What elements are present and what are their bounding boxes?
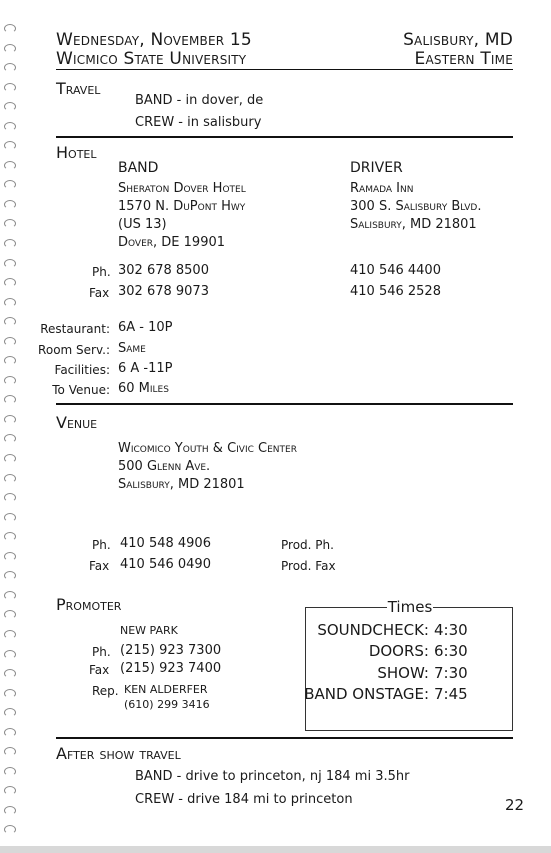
binding-ring [4,317,16,326]
after-show-band: BAND - drive to princeton, nj 184 mi 3.5hr [135,769,410,784]
travel-band: BAND - in dover, de [135,93,264,108]
hotel-fax-label: Fax [89,286,110,300]
hotel-driver-fax: 410 546 2528 [350,284,441,299]
binding-ring [4,278,16,287]
venue-heading: Venue [56,413,98,432]
to-venue-distance: 60 Miles [118,381,169,396]
binding-ring [4,161,16,170]
facilities-hours: 6 A -11P [118,361,173,376]
venue-address-line: Salisbury, MD 21801 [118,477,245,492]
soundcheck-label: SOUNDCHECK: [317,621,429,639]
room-service-hours: Same [118,341,146,356]
binding-ring [4,806,16,815]
after-show-heading: After show travel [56,744,181,763]
show-label: SHOW: [377,664,429,682]
binding-ring [4,767,16,776]
doors-time: 6:30 [434,642,468,660]
binding-ring [4,337,16,346]
promoter-rule [56,737,513,739]
promoter-rep-name: KEN ALDERFER [124,683,208,696]
binding-ring [4,376,16,385]
binding-ring [4,610,16,619]
to-venue-label: To Venue: [52,383,110,397]
binding-ring [4,44,16,53]
binding-ring [4,63,16,72]
travel-rule [56,136,513,138]
binding-ring [4,141,16,150]
promoter-fax-label: Fax [89,663,110,677]
header-rule [56,69,513,70]
binding-ring [4,650,16,659]
page-number: 22 [505,796,525,814]
times-box-top-right [433,607,513,608]
binding-ring [4,474,16,483]
soundcheck-time: 4:30 [434,621,468,639]
hotel-band-title: BAND [118,160,159,176]
room-service-label: Room Serv.: [38,343,110,357]
header-city: Salisbury, MD [403,30,513,50]
binding-ring [4,552,16,561]
promoter-phone: (215) 923 7300 [120,643,222,658]
hotel-band-line: 1570 N. DuPont Hwy [118,199,246,214]
binding-ring [4,395,16,404]
venue-fax-label: Fax [89,559,110,573]
page-bottom-edge [0,846,551,853]
binding-ring [4,708,16,717]
venue-address-line: 500 Glenn Ave. [118,459,211,474]
hotel-heading: Hotel [56,143,97,162]
hotel-band-line: Sheraton Dover Hotel [118,181,246,196]
venue-phone-label: Ph. [92,538,111,552]
binding-ring [4,513,16,522]
hotel-band-line: (US 13) [118,217,167,232]
binding-ring [4,200,16,209]
binding-ring [4,669,16,678]
promoter-name: NEW PARK [120,624,178,637]
travel-heading: Travel [56,79,101,98]
restaurant-label: Restaurant: [40,322,110,336]
hotel-band-phone: 302 678 8500 [118,263,209,278]
hotel-phone-label: Ph. [92,265,111,279]
hotel-driver-line: Salisbury, MD 21801 [350,217,477,232]
venue-prod-phone-label: Prod. Ph. [281,538,334,552]
facilities-label: Facilities: [54,363,110,377]
times-box-top-left [305,607,387,608]
binding-ring [4,689,16,698]
binding-ring [4,434,16,443]
show-time: 7:30 [434,664,468,682]
after-show-crew: CREW - drive 184 mi to princeton [135,792,353,807]
band-onstage-time: 7:45 [434,685,468,703]
hotel-band-line: Dover, DE 19901 [118,235,226,250]
binding-ring [4,239,16,248]
venue-address-line: Wicomico Youth & Civic Center [118,441,297,456]
binding-ring [4,493,16,502]
promoter-heading: Promoter [56,595,122,614]
travel-crew: CREW - in salisbury [135,115,262,130]
binding-ring [4,415,16,424]
binding-ring [4,356,16,365]
binding-ring [4,591,16,600]
spiral-binding [4,24,18,845]
venue-phone: 410 548 4906 [120,536,211,551]
binding-ring [4,180,16,189]
promoter-rep-phone: (610) 299 3416 [124,698,210,711]
binding-ring [4,728,16,737]
hotel-driver-phone: 410 546 4400 [350,263,441,278]
promoter-fax: (215) 923 7400 [120,661,222,676]
binding-ring [4,571,16,580]
hotel-rule [56,403,513,405]
restaurant-hours: 6A - 10P [118,320,173,335]
binding-ring [4,786,16,795]
header-date: Wednesday, November 15 [56,30,252,50]
binding-ring [4,219,16,228]
hotel-driver-line: Ramada Inn [350,181,414,196]
hotel-band-fax: 302 678 9073 [118,284,209,299]
binding-ring [4,532,16,541]
times-title: Times [387,598,433,616]
binding-ring [4,24,16,33]
band-onstage-label: BAND ONSTAGE: [304,685,429,703]
binding-ring [4,102,16,111]
binding-ring [4,122,16,131]
header-timezone: Eastern Time [414,49,513,69]
promoter-phone-label: Ph. [92,645,111,659]
binding-ring [4,630,16,639]
hotel-driver-line: 300 S. Salisbury Blvd. [350,199,482,214]
binding-ring [4,83,16,92]
doors-label: DOORS: [368,642,429,660]
hotel-driver-title: DRIVER [350,160,403,176]
binding-ring [4,298,16,307]
venue-prod-fax-label: Prod. Fax [281,559,336,573]
promoter-rep-label: Rep. [92,684,119,698]
binding-ring [4,259,16,268]
header-venue-name: Wicmico State University [56,49,247,69]
binding-ring [4,747,16,756]
venue-fax: 410 546 0490 [120,557,211,572]
binding-ring [4,825,16,834]
binding-ring [4,454,16,463]
